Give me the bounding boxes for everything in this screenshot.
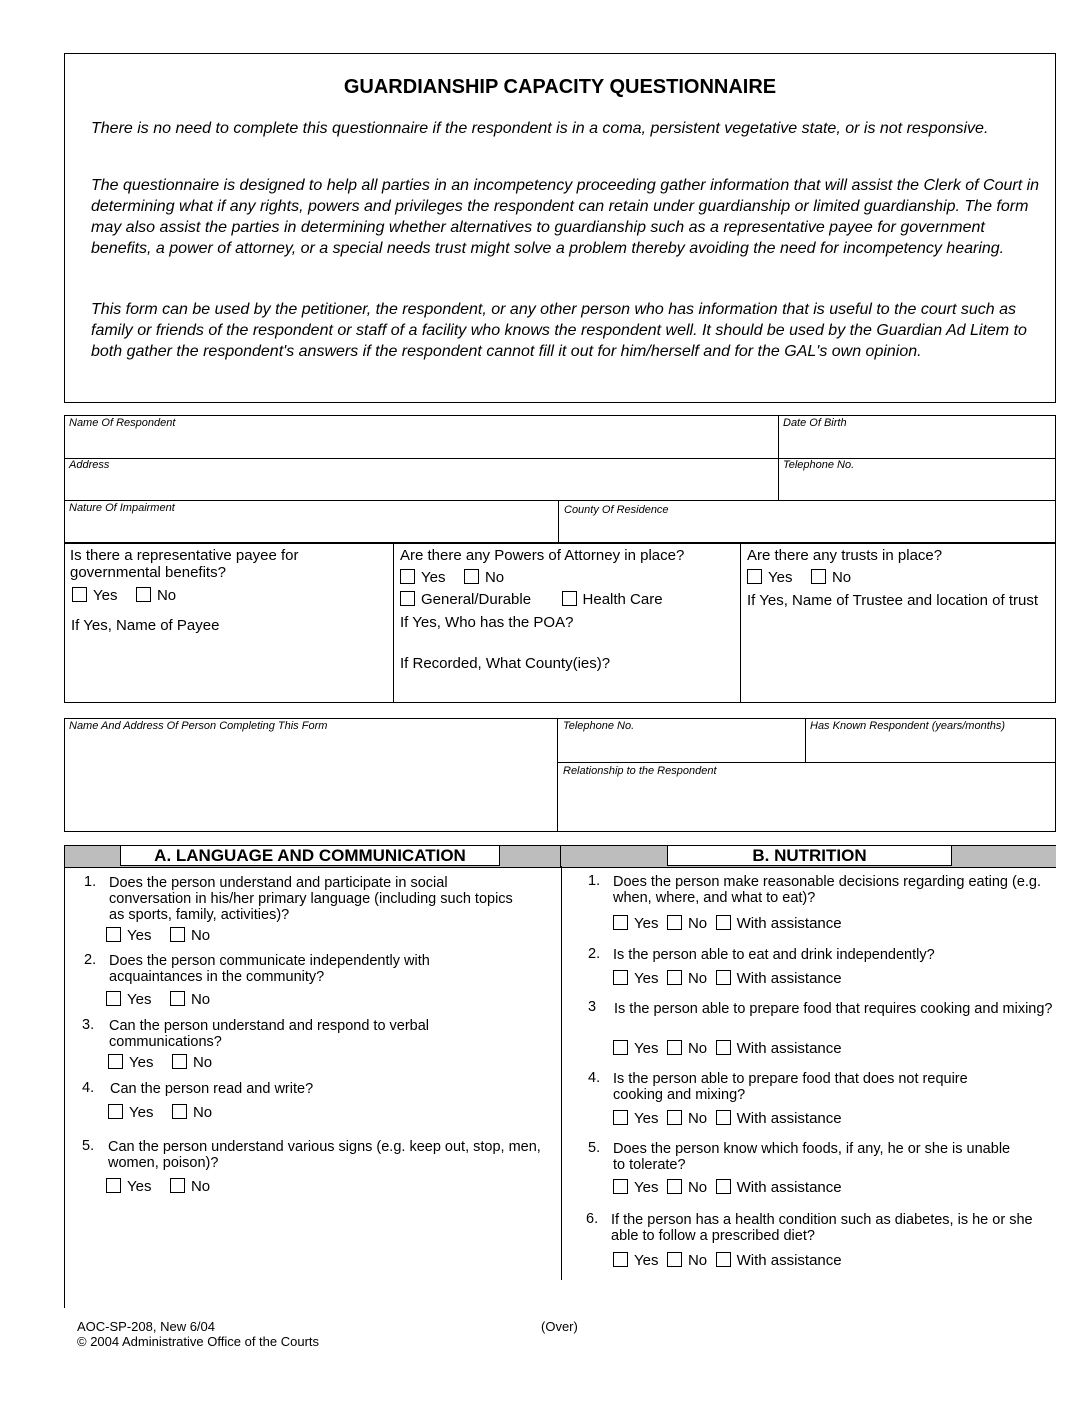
b-q3-yes-checkbox[interactable]: [613, 1040, 628, 1055]
trust-no-checkbox[interactable]: [811, 569, 826, 584]
b-q5-no[interactable]: No: [667, 1179, 707, 1196]
poa-question: Are there any Powers of Attorney in place?: [400, 547, 685, 564]
intro-paragraph-3: This form can be used by the petitioner, the respondent, or any other person who has information that is useful to the court such as family or friends of the respondent or staff of a facility who knows the respondent well. It should be used by the Guardian Ad Litem to both gather the respondent's answers if the respondent cannot fill it out for him/herself and for the GAL's own opinion.: [91, 301, 1027, 360]
completer-name-address-field[interactable]: Name And Address Of Person Completing This Form: [69, 720, 328, 732]
a-q2-yes[interactable]: Yes: [106, 991, 151, 1008]
poa-options: [400, 569, 518, 587]
b-q6-assist[interactable]: With assistance: [716, 1252, 842, 1269]
respondent-info-box: [64, 415, 1056, 543]
county-of-residence-field[interactable]: County Of Residence: [564, 504, 669, 516]
b-q6-no[interactable]: No: [667, 1252, 707, 1269]
b-q4-no[interactable]: No: [667, 1110, 707, 1127]
b-q2-text: Is the person able to eat and drink independently?: [613, 947, 935, 963]
b-q3-text: Is the person able to prepare food that requires cooking and mixing?: [614, 1001, 1053, 1017]
a-q3-yes[interactable]: Yes: [108, 1054, 153, 1071]
a-q3-text: Can the person understand and respond to verbal communications?: [109, 1018, 430, 1050]
completer-box: [64, 718, 1056, 832]
a-q5-text: Can the person understand various signs (e.g. keep out, stop, men, women, poison)?: [108, 1139, 541, 1171]
a-q3-no[interactable]: No: [172, 1054, 212, 1071]
nature-of-impairment-field[interactable]: Nature Of Impairment: [69, 502, 175, 514]
name-of-respondent-field[interactable]: Name Of Respondent: [69, 417, 176, 429]
known-respondent-field[interactable]: Has Known Respondent (years/months): [810, 720, 1006, 732]
b-q4-options: [613, 1110, 856, 1128]
section-b-title: B. NUTRITION: [752, 846, 867, 865]
b-q2-no[interactable]: No: [667, 970, 707, 987]
payee-question: Is there a representative payee for governmental benefits?: [70, 547, 299, 581]
a-q1-yes[interactable]: Yes: [106, 927, 151, 944]
b-q4-yes[interactable]: Yes: [613, 1110, 658, 1127]
a-q5-no[interactable]: No: [170, 1178, 210, 1195]
b-q2-number: 2.: [588, 946, 601, 962]
b-q3-no-checkbox[interactable]: [667, 1040, 682, 1055]
a-q5-number: 5.: [82, 1138, 95, 1154]
a-q1-yes-checkbox[interactable]: [106, 927, 121, 942]
trust-yes-checkbox[interactable]: [747, 569, 762, 584]
a-q3-no-checkbox[interactable]: [172, 1054, 187, 1069]
b-q5-assist[interactable]: With assistance: [716, 1179, 842, 1196]
poa-health-checkbox[interactable]: [562, 591, 577, 606]
poa-general-checkbox[interactable]: [400, 591, 415, 606]
a-q5-yes[interactable]: Yes: [106, 1178, 151, 1195]
a-q3-number: 3.: [82, 1017, 95, 1033]
a-q2-text: Does the person communicate independently with acquaintances in the community?: [109, 953, 430, 985]
a-q1-no-checkbox[interactable]: [170, 927, 185, 942]
b-q1-options: [613, 915, 856, 933]
b-q2-yes[interactable]: Yes: [613, 970, 658, 987]
b-q2-yes-checkbox[interactable]: [613, 970, 628, 985]
a-q1-text: Does the person understand and participate in social conversation in his/her primary language (including such topics as sports, family, activities)?: [109, 875, 513, 923]
b-q6-number: 6.: [586, 1211, 599, 1227]
b-q5-no-checkbox[interactable]: [667, 1179, 682, 1194]
b-q4-no-checkbox[interactable]: [667, 1110, 682, 1125]
a-q2-no-checkbox[interactable]: [170, 991, 185, 1006]
b-q1-text: Does the person make reasonable decisions regarding eating (e.g. when, where, and what to eat)?: [613, 874, 1042, 906]
b-q1-assist[interactable]: With assistance: [716, 915, 842, 932]
intro-paragraph-1: There is no need to complete this questionnaire if the respondent is in a coma, persistent vegetative state, or is not responsive.: [91, 120, 989, 137]
a-q4-yes-checkbox[interactable]: [108, 1104, 123, 1119]
poa-health-option[interactable]: Health Care: [562, 591, 663, 608]
b-q5-number: 5.: [588, 1140, 601, 1156]
b-q1-no[interactable]: No: [667, 915, 707, 932]
b-q2-assist-checkbox[interactable]: [716, 970, 731, 985]
b-q1-no-checkbox[interactable]: [667, 915, 682, 930]
relationship-field[interactable]: Relationship to the Respondent: [563, 765, 717, 777]
section-a-title: A. LANGUAGE AND COMMUNICATION: [154, 846, 466, 865]
b-q3-number: 3: [588, 999, 597, 1015]
b-q1-yes-checkbox[interactable]: [613, 915, 628, 930]
b-q4-number: 4.: [588, 1070, 601, 1086]
a-q5-options: [106, 1178, 224, 1196]
b-q5-yes-checkbox[interactable]: [613, 1179, 628, 1194]
b-q3-yes[interactable]: Yes: [613, 1040, 658, 1057]
date-of-birth-field[interactable]: Date Of Birth: [783, 417, 847, 429]
page-title: GUARDIANSHIP CAPACITY QUESTIONNAIRE: [343, 76, 777, 98]
b-q2-options: [613, 970, 856, 988]
poa-who-label: If Yes, Who has the POA?: [400, 614, 574, 631]
a-q4-options: [108, 1104, 226, 1122]
over-label: (Over): [541, 1319, 578, 1334]
b-q4-yes-checkbox[interactable]: [613, 1110, 628, 1125]
trust-question: Are there any trusts in place?: [747, 547, 943, 564]
payee-options: [72, 587, 190, 605]
b-q3-no[interactable]: No: [667, 1040, 707, 1057]
poa-general-option[interactable]: General/Durable: [400, 591, 531, 608]
b-q6-no-checkbox[interactable]: [667, 1252, 682, 1267]
a-q5-no-checkbox[interactable]: [170, 1178, 185, 1193]
trust-options: [747, 569, 865, 587]
a-q1-no[interactable]: No: [170, 927, 210, 944]
telephone-field[interactable]: Telephone No.: [783, 459, 855, 471]
poa-county-label: If Recorded, What County(ies)?: [400, 655, 611, 672]
a-q1-number: 1.: [84, 874, 97, 890]
a-q4-text: Can the person read and write?: [110, 1081, 314, 1097]
b-q6-yes[interactable]: Yes: [613, 1252, 658, 1269]
a-q2-options: [106, 991, 224, 1009]
trust-name-label: If Yes, Name of Trustee and location of trust: [747, 592, 1038, 609]
b-q3-assist-checkbox[interactable]: [716, 1040, 731, 1055]
b-q5-options: [613, 1179, 856, 1197]
b-q1-number: 1.: [588, 873, 601, 889]
b-q6-options: [613, 1252, 856, 1270]
b-q6-text: If the person has a health condition such as diabetes, is he or she able to follow a prescribed diet?: [611, 1212, 1033, 1244]
poa-yes-checkbox[interactable]: [400, 569, 415, 584]
a-q2-no[interactable]: No: [170, 991, 210, 1008]
b-q5-text: Does the person know which foods, if any, he or she is unable to tolerate?: [613, 1141, 1011, 1173]
completer-telephone-field[interactable]: Telephone No.: [563, 720, 635, 732]
b-q6-assist-checkbox[interactable]: [716, 1252, 731, 1267]
b-q1-yes[interactable]: Yes: [613, 915, 658, 932]
b-q4-assist[interactable]: With assistance: [716, 1110, 842, 1127]
b-q3-options: [613, 1040, 856, 1058]
a-q4-no[interactable]: No: [172, 1104, 212, 1121]
payee-no-checkbox[interactable]: [136, 587, 151, 602]
b-q1-assist-checkbox[interactable]: [716, 915, 731, 930]
poa-no-checkbox[interactable]: [464, 569, 479, 584]
a-q2-number: 2.: [84, 952, 97, 968]
b-q5-yes[interactable]: Yes: [613, 1179, 658, 1196]
b-q2-assist[interactable]: With assistance: [716, 970, 842, 987]
b-q4-text: Is the person able to prepare food that does not require cooking and mixing?: [613, 1071, 968, 1103]
a-q2-yes-checkbox[interactable]: [106, 991, 121, 1006]
intro-paragraph-2: The questionnaire is designed to help all parties in an incompetency proceeding gather information that will assist the Clerk of Court in determining what if any rights, powers and privileges the respondent can retain under guardianship or limited guardianship. The form may also assist the parties in determining whether alternatives to guardianship such as a representative payee for government benefits, a power of attorney, or a special needs trust might solve a problem thereby avoiding the need for incompetency hearing.: [91, 177, 1040, 257]
form-id: AOC-SP-208, New 6/04: [77, 1319, 216, 1334]
payee-name-label: If Yes, Name of Payee: [71, 617, 220, 634]
a-q5-yes-checkbox[interactable]: [106, 1178, 121, 1193]
a-q3-yes-checkbox[interactable]: [108, 1054, 123, 1069]
b-q5-assist-checkbox[interactable]: [716, 1179, 731, 1194]
a-q4-yes[interactable]: Yes: [108, 1104, 153, 1121]
a-q4-no-checkbox[interactable]: [172, 1104, 187, 1119]
payee-yes-option[interactable]: Yes: [72, 587, 117, 604]
poa-no-option[interactable]: No: [464, 569, 504, 586]
a-q4-number: 4.: [82, 1080, 95, 1096]
copyright: © 2004 Administrative Office of the Courts: [77, 1334, 320, 1349]
payee-no-option[interactable]: No: [136, 587, 176, 604]
trust-yes-option[interactable]: Yes: [747, 569, 792, 586]
poa-yes-option[interactable]: Yes: [400, 569, 445, 586]
b-q6-yes-checkbox[interactable]: [613, 1252, 628, 1267]
poa-type-options: [400, 591, 677, 609]
a-q1-options: [106, 927, 224, 945]
b-q2-no-checkbox[interactable]: [667, 970, 682, 985]
b-q4-assist-checkbox[interactable]: [716, 1110, 731, 1125]
b-q3-assist[interactable]: With assistance: [716, 1040, 842, 1057]
trust-no-option[interactable]: No: [811, 569, 851, 586]
a-q3-options: [108, 1054, 226, 1072]
address-field[interactable]: Address: [69, 459, 110, 471]
payee-yes-checkbox[interactable]: [72, 587, 87, 602]
